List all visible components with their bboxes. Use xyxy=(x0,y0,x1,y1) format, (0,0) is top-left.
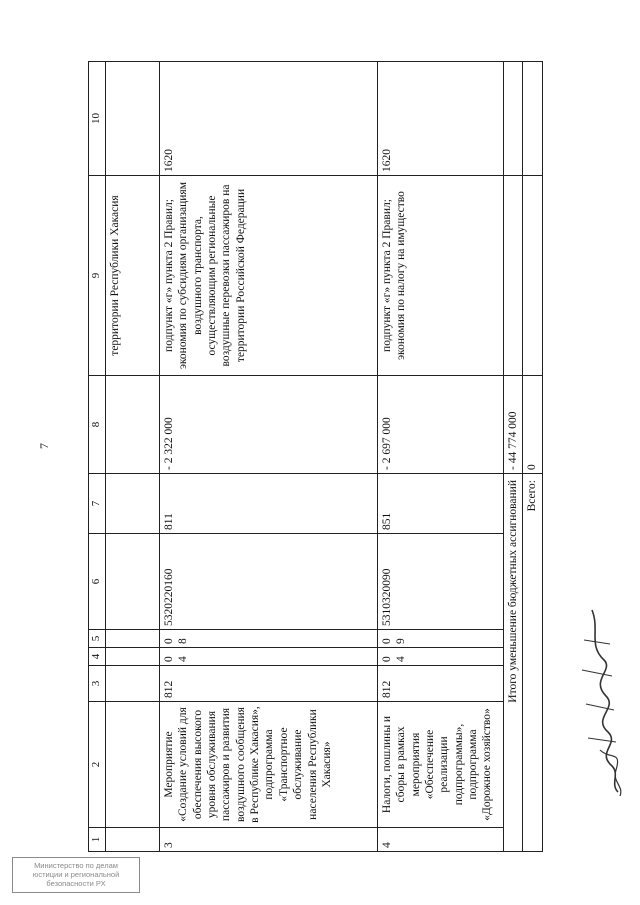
measure-description: Мероприятие «Создание условий для обеспечения высокого уровня обслуживания пассажиров и развития воздушного сообщения в Республике Хакасия», подпрограмма «Транспортное обслуживание населения Республики Хакасия» xyxy=(159,702,377,828)
header-cell: 8 xyxy=(89,376,106,474)
cell-col5: 08 xyxy=(159,630,377,648)
stamp-line: юстиции и региональной xyxy=(32,870,120,879)
total-row xyxy=(503,62,522,852)
grand-total-label: Всего: xyxy=(523,474,542,852)
grand-total-row xyxy=(523,62,542,852)
header-cell: 1 xyxy=(89,828,106,852)
continuation-row xyxy=(105,62,159,852)
total-label: Итого уменьшение бюджетных ассигнований xyxy=(503,474,522,852)
table-row xyxy=(377,62,503,852)
total-value: - 44 774 000 xyxy=(503,376,522,474)
page-number: 7 xyxy=(37,443,51,449)
registration-stamp xyxy=(12,857,140,893)
cell-col10: 1620 xyxy=(377,62,503,176)
header-cell: 4 xyxy=(89,648,106,666)
row-number: 4 xyxy=(377,828,503,852)
cell-col8: - 2 697 000 xyxy=(377,376,503,474)
cell-col9: подпункт «г» пункта 2 Правил; экономия по налогу на имущество xyxy=(377,176,503,376)
cell-col6: 5320220160 xyxy=(159,534,377,630)
header-cell: 10 xyxy=(89,62,106,176)
measure-description: Налоги, пошлины и сборы в рамках мероприятия «Обеспечение реализации подпрограммы», подпрограмма «Дорожное хозяйство» xyxy=(377,702,503,828)
header-cell: 5 xyxy=(89,630,106,648)
cell-col4: 04 xyxy=(377,648,503,666)
row-number: 3 xyxy=(159,828,377,852)
cell-col3: 812 xyxy=(377,666,503,702)
header-cell: 3 xyxy=(89,666,106,702)
header-cell: 9 xyxy=(89,176,106,376)
header-row xyxy=(89,62,106,852)
stamp-line: Министерство по делам xyxy=(34,861,118,870)
cell-col5: 09 xyxy=(377,630,503,648)
cell-col10: 1620 xyxy=(159,62,377,176)
rotated-table-canvas xyxy=(88,62,539,852)
cell-col3: 812 xyxy=(159,666,377,702)
header-cell: 2 xyxy=(89,702,106,828)
handwritten-signature xyxy=(570,600,640,800)
header-cell: 7 xyxy=(89,474,106,534)
cell-col9: подпункт «г» пункта 2 Правил; экономия по субсидиям организациям воздушного транспорта, осуществляющим региональные воздушные перевозки пассажиров на территории Российской Федерации xyxy=(159,176,377,376)
cell-col7: 851 xyxy=(377,474,503,534)
continuation-cell: территории Республики Хакасия xyxy=(105,176,159,376)
budget-table xyxy=(88,61,543,852)
cell-col4: 04 xyxy=(159,648,377,666)
cell-col8: - 2 322 000 xyxy=(159,376,377,474)
stamp-line: безопасности РХ xyxy=(46,879,106,888)
header-cell: 6 xyxy=(89,534,106,630)
table-row xyxy=(159,62,377,852)
grand-total-value: 0 xyxy=(523,376,542,474)
cell-col6: 5310320090 xyxy=(377,534,503,630)
cell-col7: 811 xyxy=(159,474,377,534)
